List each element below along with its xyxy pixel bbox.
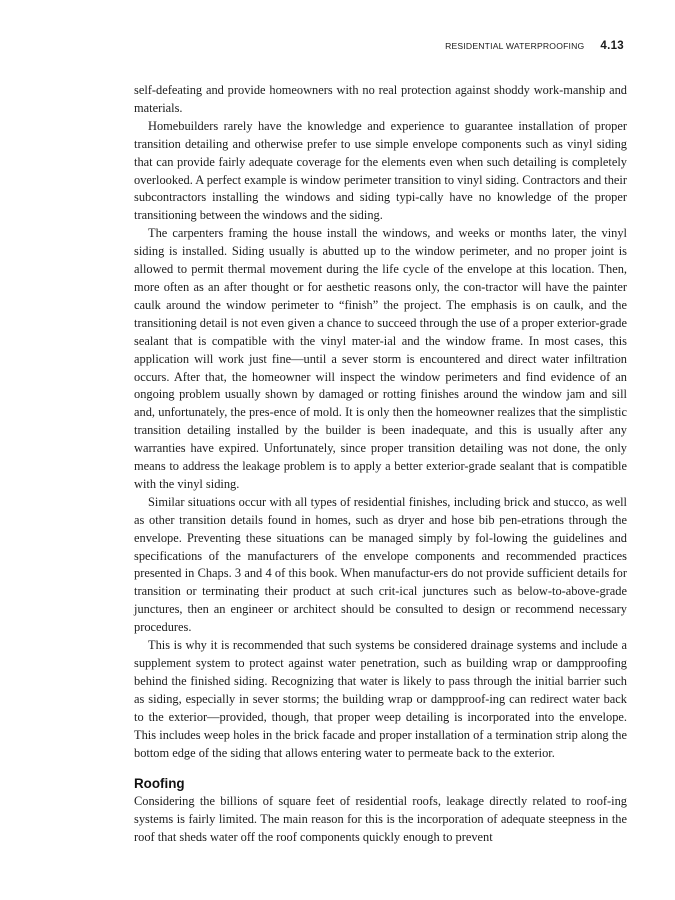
running-head [445,40,624,52]
paragraph-drainage-systems: This is why it is recommended that such systems be considered drainage systems and include a supplement system to protect against water penetration, such as building wrap or dampproofing behind the finished siding. Recognizing that water is likely to pass through the initial barrier such as siding, especially in sever storms; the building wrap or dampproof-ing can redirect water back to the exterior—provided, though, that proper weep detailing is incorporated into the envelope. This includes weep holes in the brick facade and proper installation of a termination strip along the bottom edge of the siding that allows entering water to permeate back to the exterior. [134,638,627,760]
paragraph-homebuilders: Homebuilders rarely have the knowledge and experience to guarantee installation of proper transition detailing and otherwise prefer to use simple envelope components such as vinyl siding that can provide fairly adequate coverage for the elements even when such detailing is completely overlooked. A perfect example is window perimeter transition to vinyl siding. Contractors and their subcontractors installing the windows and siding typi-cally have no knowledge of the proper transitioning between the windows and the siding. [134,118,627,223]
section-heading-roofing: Roofing [134,776,185,792]
paragraph-roofing: Considering the billions of square feet of residential roofs, leakage directly related to roof-ing systems is fairly limited. The main reason for this is the incorporation of adequate steepness in the roof that sheds water off the roof components quickly enough to prevent [134,794,627,845]
page-number: 4.13 [600,40,624,52]
body-text [134,82,627,847]
paragraph-carpenters: The carpenters framing the house install the windows, and weeks or months later, the vinyl siding is installed. Siding usually is abutted up to the window perimeter, and no proper joint is allowed to permit thermal movement during the life cycle of the envelope at this location. Then, more often as an after thought or for aesthetic reasons only, the con-tractor will have the painter caulk around the window perimeter to “finish” the project. The emphasis is on caulk, and the transitioning detail is not even given a chance to succeed through the use of a proper exterior-grade sealant that is compatible with the vinyl mater-ial and the window frame. In most cases, this application will work just fine—until a sever storm is encountered and direct water infiltration occurs. After that, the homeowner will inspect the window perimeters and find evidence of an ongoing problem usually shown by damaged or rotting finishes around the window jam and sill and, unfortunately, the pres-ence of mold. It is only then the homeowner realizes that the simplistic transition detailing installed by the builder is been inadequate, and this is usually after any warranties have expired. Unfortunately, since proper transition detailing was not done, the only means to address the leakage problem is to apply a better exterior-grade sealant that is compatible with the vinyl siding. [134,226,627,491]
paragraph-continued: self-defeating and provide homeowners with no real protection against shoddy work-manship and materials. [134,83,627,115]
running-head-title: RESIDENTIAL WATERPROOFING [445,41,585,51]
paragraph-similar-situations: Similar situations occur with all types of residential finishes, including brick and stucco, as well as other transition details found in homes, such as dryer and hose bib pen-etrations through the envelope. Preventing these situations can be managed simply by fol-lowing the guidelines and specifications of the manufacturers of the envelope components and recommended practices presented in Chaps. 3 and 4 of this book. When manufactur-ers do not provide sufficient details for transition or terminating their product at such crit-ical junctures such as below-to-above-grade junctures, then an engineer or architect should be consulted to design or recommend necessary procedures. [134,494,627,635]
